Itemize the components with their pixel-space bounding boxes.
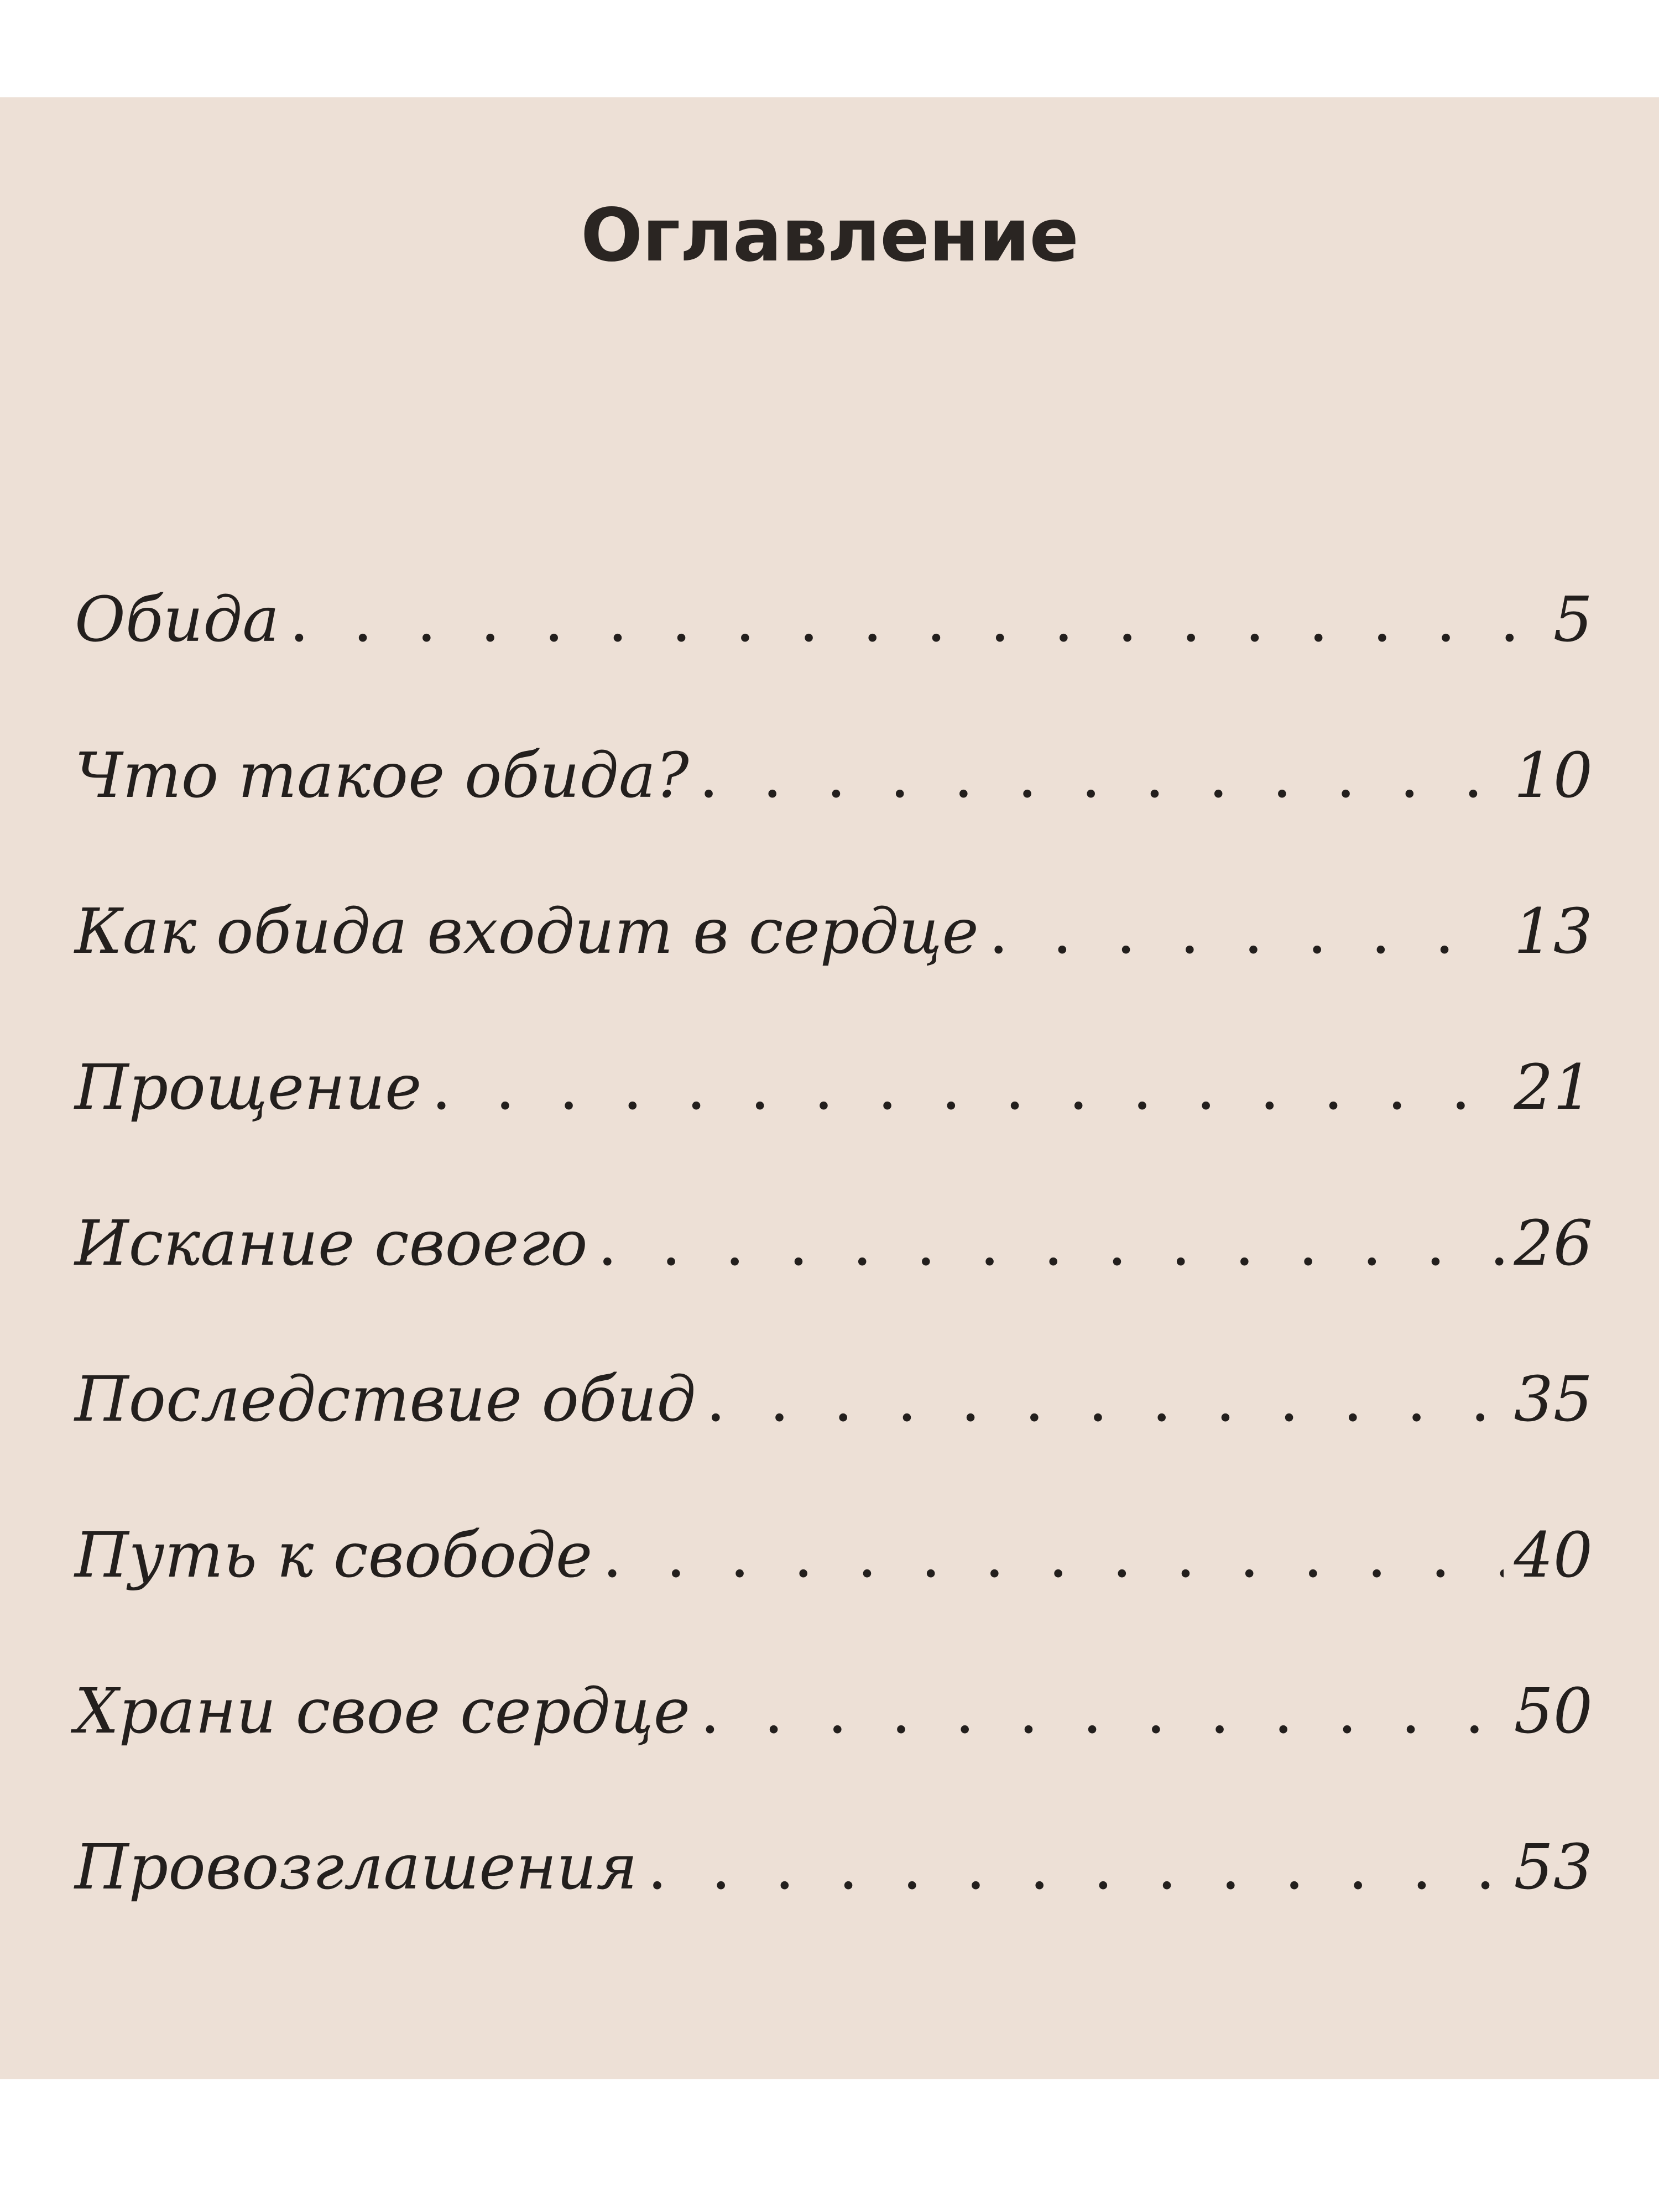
page-title: Оглавление [581,193,1078,278]
toc-page-number: 53 [1514,1832,1593,1903]
toc-page-number: 5 [1553,584,1593,656]
toc-dot-leader [648,1832,1504,1903]
toc-entry [75,1676,1593,1832]
toc-entry [75,1364,1593,1520]
toc-entry-title: Путь к свободе [75,1520,593,1592]
toc-page-number: 35 [1514,1364,1593,1436]
toc-dot-leader [706,1364,1504,1436]
toc-entry [75,740,1593,896]
toc-dot-leader [431,1052,1504,1124]
toc-entry [75,1208,1593,1364]
toc-dot-leader [989,896,1504,968]
toc-page-number: 13 [1514,896,1593,968]
toc-dot-leader [699,740,1504,812]
toc-entry-title: Последствие обид [75,1364,696,1436]
toc-entry-title: Прощение [75,1052,422,1124]
toc-entry [75,1832,1593,1987]
toc-entry [75,896,1593,1052]
toc-entry-title: Провозглашения [75,1832,638,1903]
toc-entry-title: Искание своего [75,1208,588,1280]
toc-page-number: 21 [1514,1052,1593,1124]
toc-page-number: 40 [1514,1520,1593,1592]
book-page [0,97,1659,2079]
toc-dot-leader [598,1208,1504,1280]
toc-dot-leader [289,584,1543,656]
toc-page-number: 10 [1514,740,1593,812]
toc-entry [75,1052,1593,1208]
toc-entry-title: Как обида входит в сердце [75,896,979,968]
toc-entry-title: Храни свое сердце [75,1676,691,1747]
toc-page-number: 50 [1514,1676,1593,1747]
table-of-contents [75,584,1593,1987]
toc-page-number: 26 [1514,1208,1593,1280]
toc-dot-leader [700,1676,1504,1747]
toc-entry-title: Что такое обида? [75,740,689,812]
toc-dot-leader [602,1520,1504,1592]
toc-entry [75,1520,1593,1676]
toc-entry [75,584,1593,740]
toc-entry-title: Обида [75,584,280,656]
